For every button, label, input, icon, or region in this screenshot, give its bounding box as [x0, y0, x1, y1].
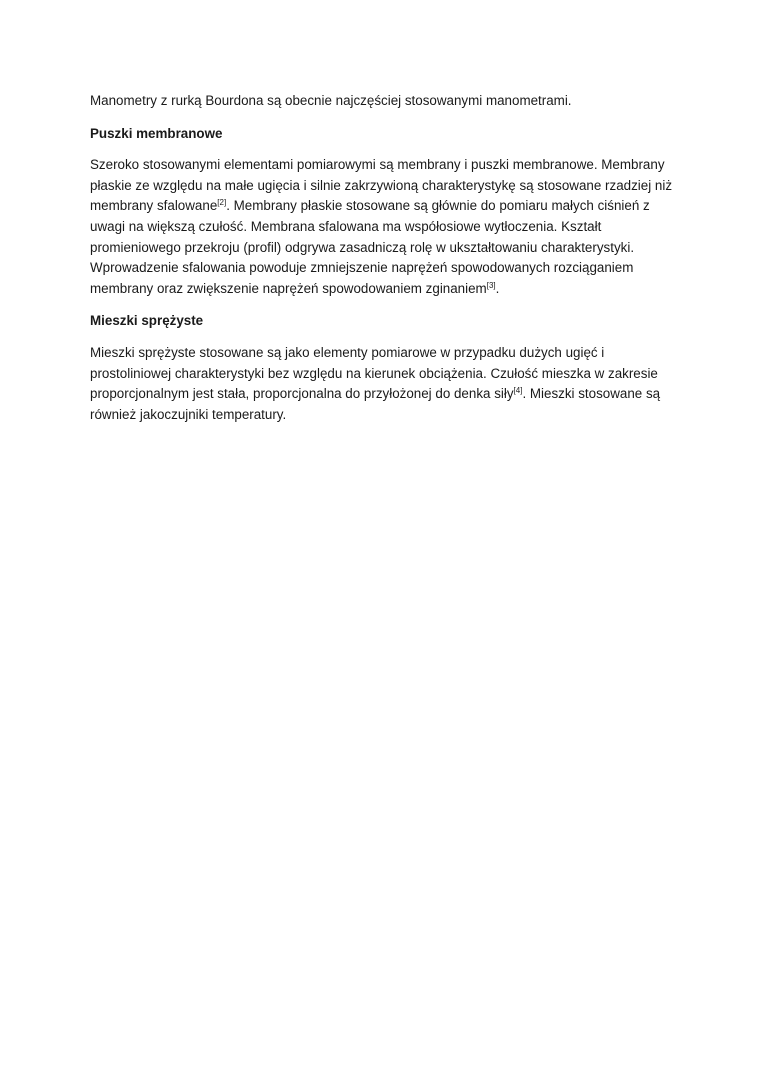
- document-page: [90, 91, 680, 425]
- citation-ref: [4]: [513, 386, 523, 396]
- section-heading-mieszki: Mieszki sprężyste: [90, 313, 204, 329]
- paragraph-text: Szeroko stosowanymi elementami pomiarowymi są membrany i puszki membranowe. Membrany płaskie ze względu na małe ugięcia i silnie zakrzywioną charakterystykę są stosowane rzadziej niż membrany sfalowane: [90, 157, 673, 214]
- paragraph-text: Mieszki sprężyste stosowane są jako elementy pomiarowe w przypadku dużych ugięć i prostoliniowej charakterystyki bez względu na kierunek obciążenia. Czułość mieszka w zakresie proporcjonalnym jest stała, proporcjonalna do przyłożonej do denka siły: [90, 344, 658, 402]
- section-paragraph-puszki: [90, 155, 680, 299]
- paragraph-text: .: [495, 280, 500, 296]
- intro-paragraph: Manometry z rurką Bourdona są obecnie najczęściej stosowanymi manometrami.: [90, 93, 572, 108]
- citation-ref: [2]: [217, 198, 227, 208]
- section-heading-puszki: Puszki membranowe: [90, 125, 223, 141]
- citation-ref: [3]: [486, 280, 496, 290]
- paragraph-text: . Mieszki stosowane są również jakoczujniki temperatury.: [90, 386, 661, 422]
- paragraph-text: . Membrany płaskie stosowane są głównie do pomiaru małych ciśnień z uwagi na większą czułość. Membrana sfalowana ma współosiowe wytłoczenia. Kształt promieniowego przekroju (profil) odgrywa zasadniczą rolę w ukształtowaniu charakterystyki. Wprowadzenie sfalowania powoduje zmniejszenie naprężeń spowodowanych rozciąganiem membrany oraz zwiększenie naprężeń spowodowaniem zginaniem: [90, 198, 650, 296]
- section-paragraph-mieszki: [90, 343, 680, 425]
